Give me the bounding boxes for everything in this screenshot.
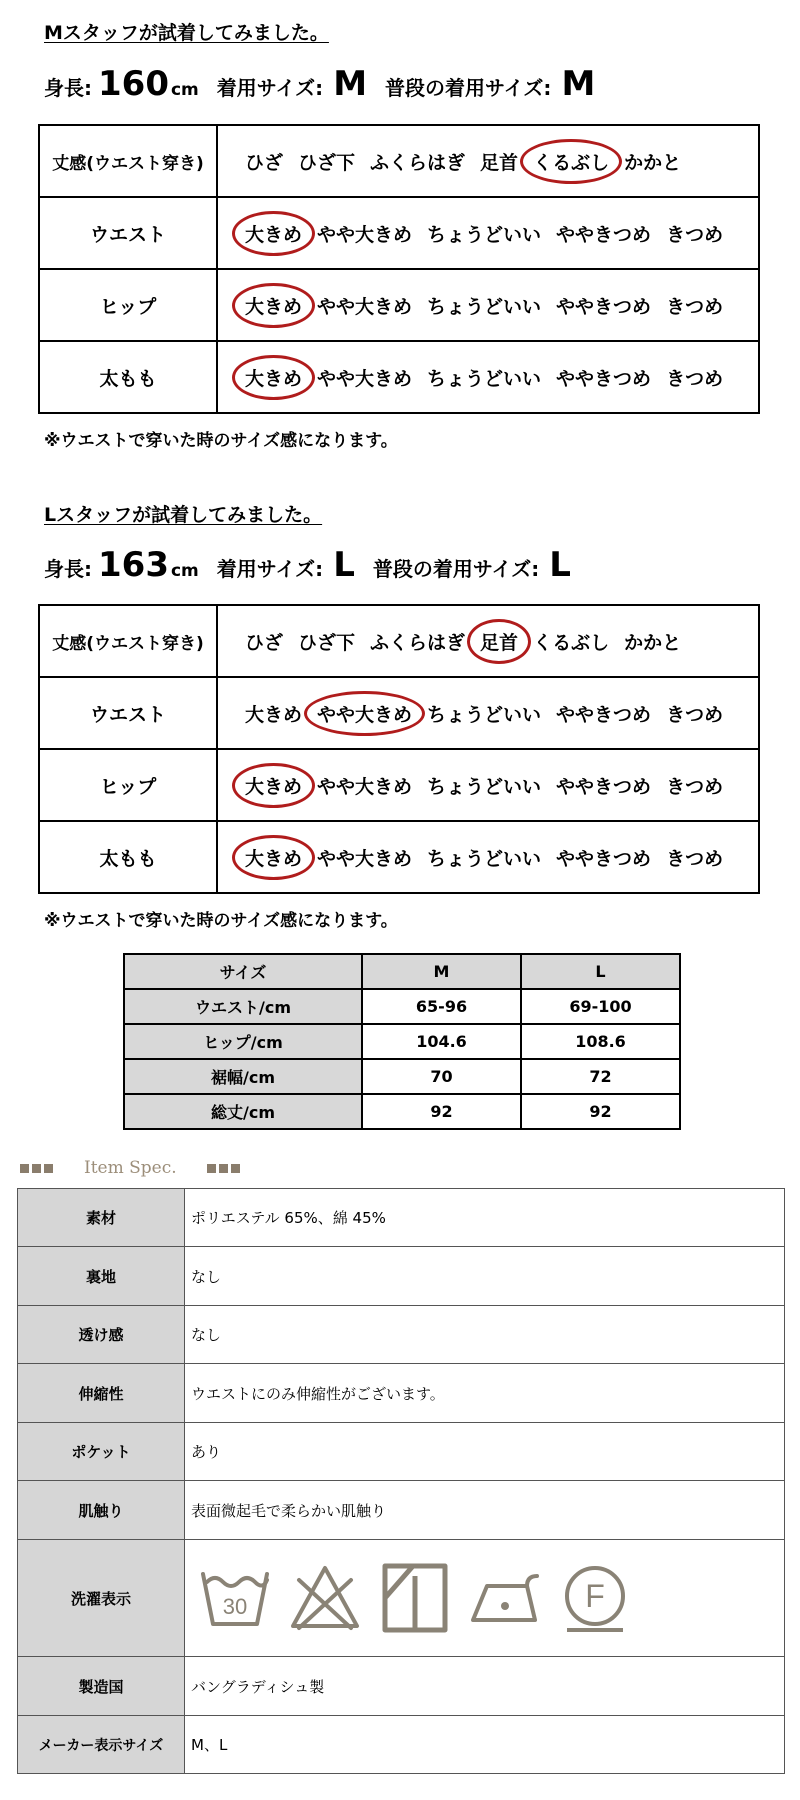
fit-option: ひざ下 — [298, 631, 356, 654]
fit-option: ややきつめ — [556, 847, 652, 870]
size-row-label: ウエスト/cm — [124, 989, 362, 1024]
iron-low-icon — [469, 1562, 541, 1634]
table-row — [39, 341, 759, 413]
fit-option: ややきつめ — [556, 367, 652, 390]
fit-option: ややきつめ — [556, 775, 652, 798]
wash-temp: 30 — [222, 1594, 248, 1619]
size-cell: 104.6 — [362, 1024, 521, 1059]
table-row — [18, 1247, 785, 1306]
square-icon — [32, 1164, 41, 1173]
fit-options — [217, 341, 759, 413]
l-fit-note: ※ウエストで穿いた時のサイズ感になります。 — [44, 911, 398, 931]
fit-option: ひざ — [245, 631, 284, 654]
item-spec-bar — [20, 1158, 243, 1178]
size-cell: 65-96 — [362, 989, 521, 1024]
usual-size-label: 普段の着用サイズ: — [385, 76, 552, 100]
fit-row-label: 丈感(ウエスト穿き) — [39, 605, 217, 677]
spec-label: 伸縮性 — [18, 1364, 185, 1423]
spec-label: ポケット — [18, 1423, 185, 1481]
spec-value: あり — [185, 1423, 785, 1481]
square-icon — [207, 1164, 216, 1173]
fit-option: ちょうどいい — [427, 847, 542, 870]
spec-label: 洗濯表示 — [18, 1540, 185, 1657]
table-row — [18, 1657, 785, 1716]
spec-value: バングラディシュ製 — [185, 1657, 785, 1716]
item-spec-table — [17, 1188, 785, 1774]
square-icon — [20, 1164, 29, 1173]
table-row — [124, 1059, 680, 1094]
item-spec-title: Item Spec. — [84, 1158, 177, 1178]
spec-value: なし — [185, 1247, 785, 1306]
height-label: 身長: — [44, 557, 92, 581]
dry-clean-f-icon — [559, 1562, 631, 1634]
square-icon — [219, 1164, 228, 1173]
fit-row-label: ウエスト — [39, 197, 217, 269]
size-cell: 92 — [521, 1094, 680, 1129]
m-fit-note: ※ウエストで穿いた時のサイズ感になります。 — [44, 431, 398, 451]
table-row — [18, 1189, 785, 1247]
fit-option: ややきつめ — [556, 223, 652, 246]
spec-value: M、L — [185, 1716, 785, 1774]
size-cell: 108.6 — [521, 1024, 680, 1059]
fit-option: ちょうどいい — [427, 223, 542, 246]
wear-size-label: 着用サイズ: — [216, 76, 324, 100]
l-staff-heading: Lスタッフが試着してみました。 — [44, 504, 323, 526]
fit-row-label: 太もも — [39, 341, 217, 413]
fit-option: やや大きめ — [317, 295, 413, 318]
fit-option: 足首 — [480, 151, 519, 174]
fit-option: ふくらはぎ — [370, 631, 466, 654]
size-cell: 70 — [362, 1059, 521, 1094]
wear-size-value: M — [333, 64, 368, 104]
fit-option: きつめ — [666, 703, 724, 726]
height-value: 163 — [98, 545, 169, 585]
spec-value: ウエストにのみ伸縮性がございます。 — [185, 1364, 785, 1423]
fit-option: ややきつめ — [556, 295, 652, 318]
fit-option-selected: 大きめ — [242, 364, 305, 391]
fit-options — [217, 677, 759, 749]
fit-option: ひざ下 — [298, 151, 356, 174]
wear-size-label: 着用サイズ: — [216, 557, 324, 581]
table-row — [39, 605, 759, 677]
m-staff-heading: Mスタッフが試着してみました。 — [44, 22, 329, 44]
fit-options — [217, 269, 759, 341]
fit-option: やや大きめ — [317, 775, 413, 798]
fit-option: やや大きめ — [317, 223, 413, 246]
table-row — [18, 1423, 785, 1481]
fit-option-selected: 大きめ — [242, 772, 305, 799]
size-row-label: ヒップ/cm — [124, 1024, 362, 1059]
fit-option: やや大きめ — [317, 367, 413, 390]
fit-option: ちょうどいい — [427, 367, 542, 390]
table-row — [39, 749, 759, 821]
fit-option: ふくらはぎ — [370, 151, 466, 174]
size-cell: 72 — [521, 1059, 680, 1094]
fit-options — [217, 749, 759, 821]
size-cell: 92 — [362, 1094, 521, 1129]
fit-option-selected: くるぶし — [530, 148, 612, 175]
fit-option: ちょうどいい — [427, 775, 542, 798]
spec-value: 表面微起毛で柔らかい肌触り — [185, 1481, 785, 1540]
dry-clean-letter: F — [585, 1578, 605, 1614]
table-row — [18, 1540, 785, 1657]
fit-options — [217, 197, 759, 269]
fit-option: きつめ — [666, 295, 724, 318]
l-fit-table — [38, 604, 760, 894]
fit-option: きつめ — [666, 223, 724, 246]
fit-option-selected: 大きめ — [242, 292, 305, 319]
fit-option: きつめ — [666, 367, 724, 390]
size-row-label: 総丈/cm — [124, 1094, 362, 1129]
fit-option: ちょうどいい — [427, 703, 542, 726]
fit-option: かかと — [624, 631, 682, 654]
fit-option: くるぶし — [533, 631, 610, 654]
spec-label: 透け感 — [18, 1306, 185, 1364]
table-row — [18, 1716, 785, 1774]
square-icon — [231, 1164, 240, 1173]
table-row — [39, 821, 759, 893]
height-unit: cm — [170, 80, 199, 100]
table-row — [39, 197, 759, 269]
fit-option: ちょうどいい — [427, 295, 542, 318]
fit-option-selected: やや大きめ — [314, 700, 415, 727]
table-row — [39, 125, 759, 197]
table-row — [39, 269, 759, 341]
usual-size-value: M — [561, 64, 596, 104]
fit-options — [217, 125, 759, 197]
fit-row-label: 丈感(ウエスト穿き) — [39, 125, 217, 197]
fit-row-label: ヒップ — [39, 749, 217, 821]
fit-option: かかと — [624, 151, 682, 174]
height-value: 160 — [98, 64, 169, 104]
fit-option-selected: 大きめ — [242, 220, 305, 247]
spec-label: メーカー表示サイズ — [18, 1716, 185, 1774]
fit-option-selected: 足首 — [477, 628, 521, 655]
care-icons — [185, 1562, 784, 1634]
table-row — [39, 677, 759, 749]
no-bleach-icon — [289, 1562, 361, 1634]
table-row — [18, 1481, 785, 1540]
size-cell: 69-100 — [521, 989, 680, 1024]
m-staff-info — [44, 64, 613, 104]
care-icons-cell — [185, 1540, 785, 1657]
fit-option: きつめ — [666, 775, 724, 798]
wash-30-icon — [199, 1562, 271, 1634]
size-row-label: 裾幅/cm — [124, 1059, 362, 1094]
table-row — [124, 1024, 680, 1059]
table-row — [124, 989, 680, 1024]
size-header-m: M — [362, 954, 521, 989]
table-row — [18, 1306, 785, 1364]
height-label: 身長: — [44, 76, 92, 100]
fit-options — [217, 821, 759, 893]
fit-option-selected: 大きめ — [242, 844, 305, 871]
fit-row-label: 太もも — [39, 821, 217, 893]
l-staff-info — [44, 545, 589, 585]
size-header-l: L — [521, 954, 680, 989]
height-unit: cm — [170, 561, 199, 581]
size-table-header — [124, 954, 680, 989]
fit-row-label: ウエスト — [39, 677, 217, 749]
fit-option: ややきつめ — [556, 703, 652, 726]
fit-options — [217, 605, 759, 677]
fit-option: ひざ — [245, 151, 284, 174]
square-icon — [44, 1164, 53, 1173]
m-fit-table — [38, 124, 760, 414]
spec-value: ポリエステル 65%、綿 45% — [185, 1189, 785, 1247]
usual-size-value: L — [549, 545, 571, 585]
spec-label: 裏地 — [18, 1247, 185, 1306]
spec-value: なし — [185, 1306, 785, 1364]
spec-label: 製造国 — [18, 1657, 185, 1716]
fit-option: 大きめ — [245, 703, 303, 726]
table-row — [18, 1364, 785, 1423]
usual-size-label: 普段の着用サイズ: — [372, 557, 540, 581]
size-header-cell: サイズ — [124, 954, 362, 989]
fit-option: やや大きめ — [317, 847, 413, 870]
spec-label: 肌触り — [18, 1481, 185, 1540]
fit-row-label: ヒップ — [39, 269, 217, 341]
fit-option: きつめ — [666, 847, 724, 870]
drip-dry-shade-icon — [379, 1562, 451, 1634]
wear-size-value: L — [333, 545, 355, 585]
table-row — [124, 1094, 680, 1129]
size-table — [123, 953, 681, 1130]
spec-label: 素材 — [18, 1189, 185, 1247]
